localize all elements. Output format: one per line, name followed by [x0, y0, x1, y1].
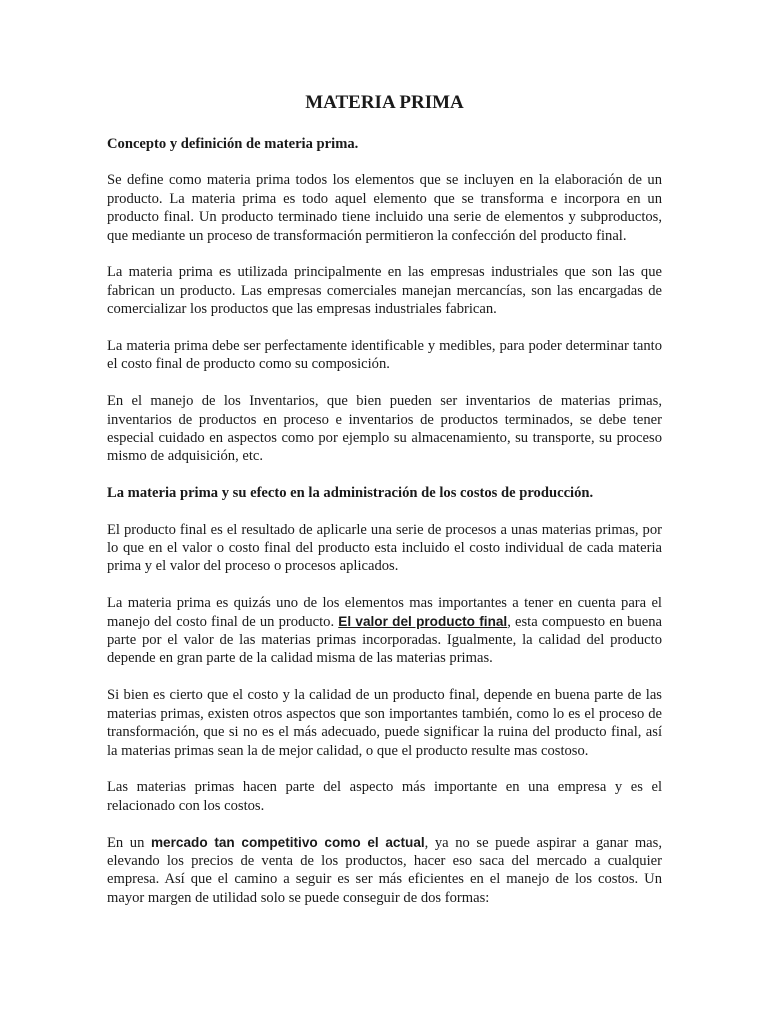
paragraph-importance-text-end: , esta compuesto en buena parte por el valor de las materias primas incorporadas. Igualmente, la calidad del producto depende en gran parte de la calidad misma de las materias primas. — [107, 613, 663, 667]
paragraph-market — [107, 834, 662, 908]
section-heading-costos: La materia prima y su efecto en la administración de los costos de producción. — [107, 485, 594, 502]
section-heading-concepto: Concepto y definición de materia prima. — [107, 136, 359, 152]
emphasized-phrase-mercado: mercado tan competitivo como el actual — [150, 834, 425, 850]
paragraph-identifiable: La materia prima debe ser perfectamente identificable y medibles, para poder determinar tanto el costo final de producto como su composición. — [107, 338, 662, 373]
emphasized-phrase-valor-producto: El valor del producto final — [338, 613, 508, 629]
paragraph-usage: La materia prima es utilizada principalmente en las empresas industriales que son las que fabrican un producto. Las empresas comerciales manejan mercancías, son las encargadas de comercializar los productos que las empresas industriales fabrican. — [107, 264, 662, 318]
paragraph-market-text-start: En un — [107, 834, 151, 851]
document-page — [107, 88, 662, 926]
paragraph-importance-text-start: La materia prima es quizás uno de los elementos mas importantes a tener en cuenta para el manejo del costo final de un producto. — [107, 595, 662, 630]
paragraph-importance — [107, 594, 662, 668]
paragraph-definition: Se define como materia prima todos los elementos que se incluyen en la elaboración de un producto. La materia prima es todo aquel elemento que se transforma e incorpora en un producto final. Un producto terminado tiene incluido una serie de elementos y subproductos, que mediante un proceso de transformación permitieron la confección del producto final. — [107, 172, 662, 244]
paragraph-other-aspects: Si bien es cierto que el costo y la calidad de un producto final, depende en buena parte de las materias primas, existen otros aspectos que son importantes también, como lo es el proceso de transformación, que si no es el más adecuado, puede significar la ruina del producto final, así la materias primas sean la de mejor calidad, o que el producto resulte mas costoso. — [107, 687, 662, 759]
paragraph-inventories: En el manejo de los Inventarios, que bien pueden ser inventarios de materias primas, inventarios de productos en proceso e inventarios de productos terminados, se debe tener especial cuidado en aspectos como por ejemplo su almacenamiento, su transporte, su proceso mismo de adquisición, etc. — [107, 393, 662, 465]
paragraph-market-text-end: , ya no se puede aspirar a ganar mas, elevando los precios de venta de los productos, hacer eso saca del mercado a cualquier empresa. Así que el camino a seguir es ser más eficientes en el manejo de los costos. Un mayor margen de utilidad solo se puede conseguir de dos formas: — [107, 834, 662, 906]
paragraph-final-product: El producto final es el resultado de aplicarle una serie de procesos a unas materias primas, por lo que en el valor o costo final del producto esta incluido el costo individual de cada materia prima y el valor del proceso o procesos aplicados. — [107, 521, 662, 575]
document-title: MATERIA PRIMA — [305, 92, 464, 113]
paragraph-costs: Las materias primas hacen parte del aspecto más importante en una empresa y es el relacionado con los costos. — [107, 779, 662, 814]
